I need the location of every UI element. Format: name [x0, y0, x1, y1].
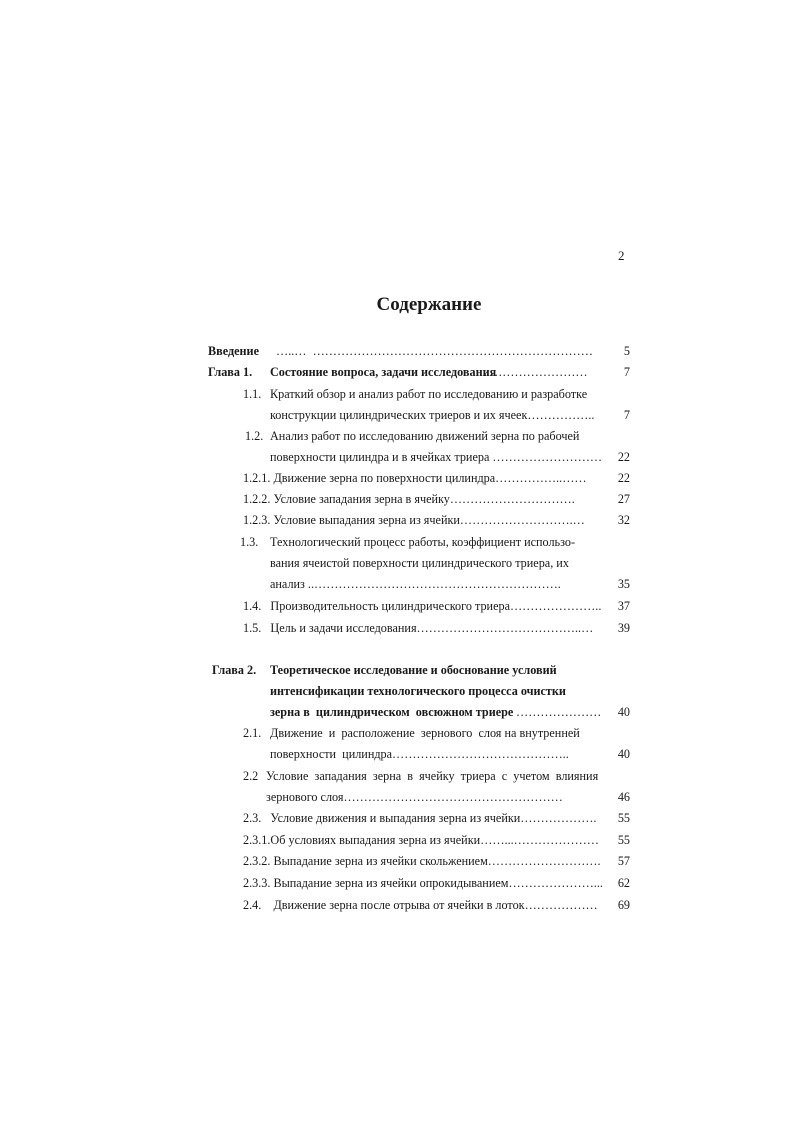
toc-2-4: 2.4. Движение зерна после отрыва от ячейки в лоток………………: [243, 898, 598, 912]
toc-1-1-line1: Краткий обзор и анализ работ по исследованию и разработке: [270, 387, 588, 401]
toc-2-1-page: 40: [617, 747, 630, 761]
toc-1-3-line1: Технологический процесс работы, коэффициент использо-: [270, 535, 576, 549]
toc-1-2-line2: поверхности цилиндра и в ячейках триера ………………………: [270, 450, 603, 464]
toc-2-1-num: 2.1.: [243, 726, 262, 740]
toc-ch1-title: Состояние вопроса, задачи исследования: [270, 365, 497, 379]
toc-2-2-page: 46: [617, 790, 630, 804]
toc-1-1-num: 1.1.: [243, 387, 262, 401]
toc-1-1-line2: конструкции цилиндрических триеров и их ячеек……………..: [270, 408, 595, 422]
toc-intro-dots: …..… ……………………………………………………………: [276, 344, 593, 358]
toc-ch1-label: Глава 1.: [208, 365, 253, 379]
toc-1-3-line3: анализ ..…………………………………………………….: [270, 577, 561, 591]
toc-1-2-1-page: 22: [617, 471, 630, 485]
toc-ch1-page: 7: [623, 365, 630, 379]
toc-2-4-page: 69: [617, 898, 630, 912]
toc-2-2-num: 2.2: [243, 769, 259, 783]
toc-2-1-line2: поверхности цилиндра……………………………………..: [270, 747, 569, 761]
toc-1-2-num: 1.2.: [245, 429, 264, 443]
toc-2-3: 2.3. Условие движения и выпадания зерна из ячейки……………….: [243, 811, 597, 825]
toc-ch2-label: Глава 2.: [212, 663, 257, 677]
toc-1-2-1: 1.2.1. Движение зерна по поверхности цилиндра……………..……: [243, 471, 587, 485]
toc-1-2-2: 1.2.2. Условие западания зерна в ячейку………………………….: [243, 492, 575, 506]
page-title: Содержание: [376, 294, 482, 315]
toc-2-3-3: 2.3.3. Выпадание зерна из ячейки опрокидыванием…………………...: [243, 876, 603, 890]
toc-1-2-page: 22: [617, 450, 630, 464]
toc-intro-page: 5: [623, 344, 630, 358]
page-number: 2: [618, 248, 625, 263]
toc-2-1-line1: Движение и расположение зернового слоя на внутренней: [270, 726, 580, 740]
toc-ch2-line2: интенсификации технологического процесса очистки: [270, 684, 566, 698]
toc-1-4-page: 37: [617, 599, 630, 613]
toc-2-3-2: 2.3.2. Выпадание зерна из ячейки скольжением……………………….: [243, 854, 601, 868]
toc-2-3-1-page: 55: [617, 833, 630, 847]
toc-ch2-page: 40: [617, 705, 630, 719]
toc-intro-label: Введение: [208, 344, 259, 358]
toc-1-5: 1.5. Цель и задачи исследования…………………………………..…: [243, 621, 594, 635]
toc-1-4: 1.4. Производительность цилиндрического триера…………………..: [243, 599, 602, 613]
toc-ch1-dots: . ……………………: [484, 365, 588, 379]
toc-1-1-page: 7: [623, 408, 630, 422]
toc-1-5-page: 39: [617, 621, 630, 635]
toc-2-3-3-page: 62: [617, 876, 630, 890]
toc-ch2-line3: зерна в цилиндрическом овсюжном триере: [270, 705, 514, 719]
toc-2-3-2-page: 57: [617, 854, 630, 868]
toc-1-3-page: 35: [617, 577, 630, 591]
toc-2-2-line2: зернового слоя………………………………………………: [266, 790, 563, 804]
toc-ch2-line1: Теоретическое исследование и обоснование условий: [270, 663, 557, 677]
toc-1-2-2-page: 27: [617, 492, 630, 506]
toc-ch2-dots: …………………: [516, 705, 602, 719]
toc-2-3-1: 2.3.1.Об условиях выпадания зерна из ячейки……...…………………: [243, 833, 599, 847]
toc-1-2-3: 1.2.3. Условие выпадания зерна из ячейки……………………….…: [243, 513, 585, 527]
toc-1-3-line2: вания ячеистой поверхности цилиндрического триера, их: [270, 556, 569, 570]
toc-2-3-page: 55: [617, 811, 630, 825]
toc-2-2-line1: Условие западания зерна в ячейку триера с учетом влияния: [266, 769, 599, 783]
toc-1-3-num: 1.3.: [240, 535, 259, 549]
toc-1-2-line1: Анализ работ по исследованию движений зерна по рабочей: [270, 429, 580, 443]
toc-1-2-3-page: 32: [617, 513, 630, 527]
